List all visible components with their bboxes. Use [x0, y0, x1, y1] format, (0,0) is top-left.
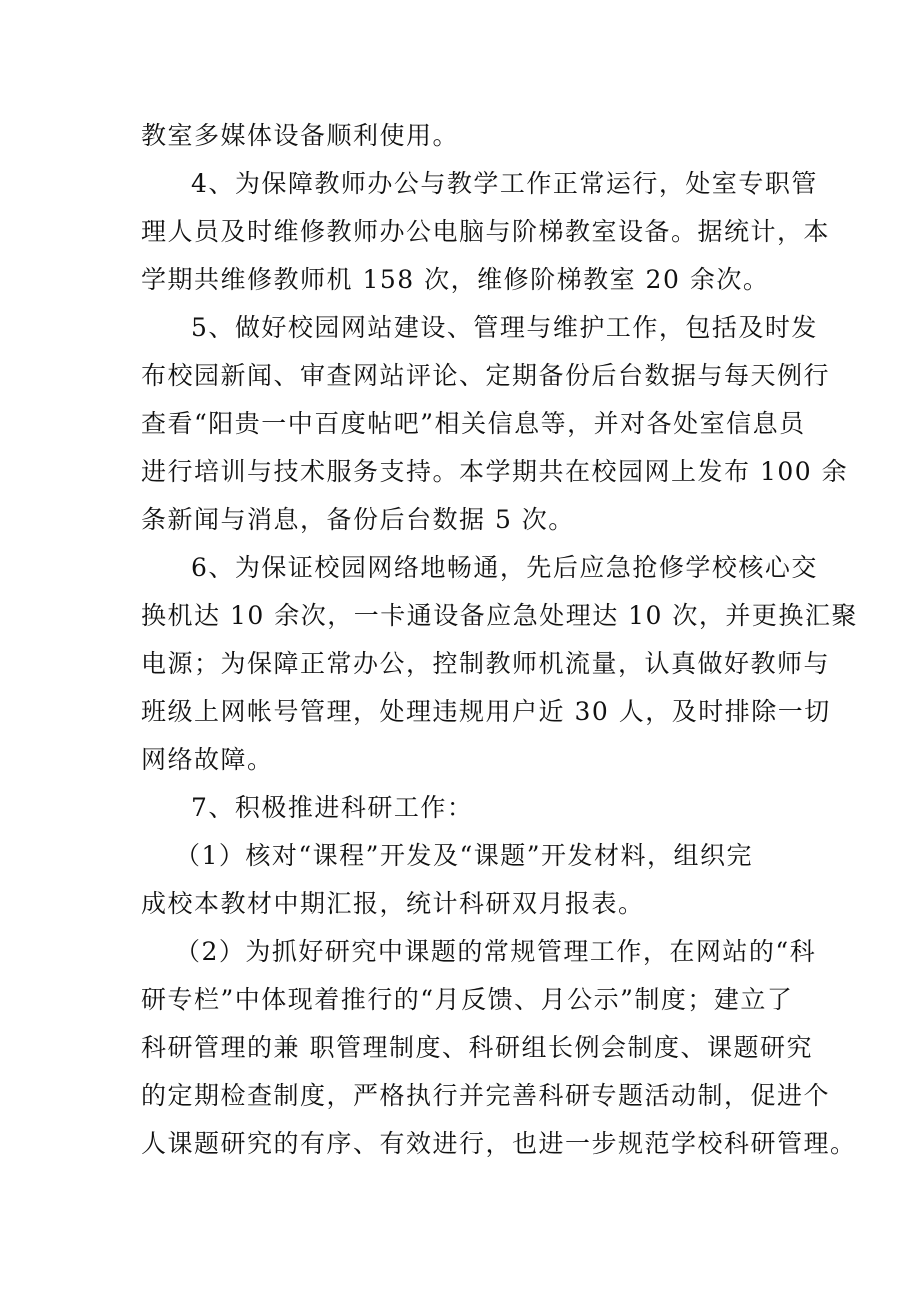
paragraph-line: 进行培训与技术服务支持。本学期共在校园网上发布 100 余: [141, 457, 849, 486]
paragraph-line: 成校本教材中期汇报，统计科研双月报表。: [141, 889, 645, 918]
paragraph-line: 查看“阳贵一中百度帖吧”相关信息等，并对各处室信息员: [141, 409, 806, 438]
paragraph-line: 布校园新闻、审查网站评论、定期备份后台数据与每天例行: [141, 361, 831, 390]
paragraph-line: 人课题研究的有序、有效进行，也进一步规范学校科研管理。: [141, 1129, 857, 1158]
paragraph-line: 研专栏”中体现着推行的“月反馈、月公示”制度；建立了: [141, 985, 794, 1014]
paragraph-line: 网络故障。: [141, 745, 274, 774]
paragraph-line: 科研管理的兼 职管理制度、科研组长例会制度、课题研究: [141, 1033, 813, 1062]
document-body: [141, 112, 858, 1168]
paragraph-line: 条新闻与消息，备份后台数据 5 次。: [141, 505, 575, 534]
paragraph-line: 电源；为保障正常办公，控制教师机流量，认真做好教师与: [141, 649, 831, 678]
paragraph-line: 换机达 10 余次，一卡通设备应急处理达 10 次，并更换汇聚: [141, 601, 858, 630]
paragraph-line: （1）核对“课程”开发及“课题”开发材料，组织完: [175, 841, 754, 870]
paragraph-line: 教室多媒体设备顺利使用。: [141, 121, 460, 150]
paragraph-line: （2）为抓好研究中课题的常规管理工作，在网站的“科: [175, 937, 817, 966]
paragraph-line: 6、为保证校园网络地畅通，先后应急抢修学校核心交: [191, 553, 818, 582]
paragraph-line: 4、为保障教师办公与教学工作正常运行，处室专职管: [191, 169, 818, 198]
paragraph-line: 5、做好校园网站建设、管理与维护工作，包括及时发: [191, 313, 818, 342]
paragraph-line: 学期共维修教师机 158 次，维修阶梯教室 20 余次。: [141, 265, 770, 294]
paragraph-line: 的定期检查制度，严格执行并完善科研专题活动制，促进个: [141, 1081, 831, 1110]
paragraph-line: 理人员及时维修教师办公电脑与阶梯教室设备。据统计，本: [141, 217, 831, 246]
paragraph-line: 7、积极推进科研工作：: [191, 793, 474, 822]
paragraph-line: 班级上网帐号管理，处理违规用户近 30 人，及时排除一切: [141, 697, 831, 726]
